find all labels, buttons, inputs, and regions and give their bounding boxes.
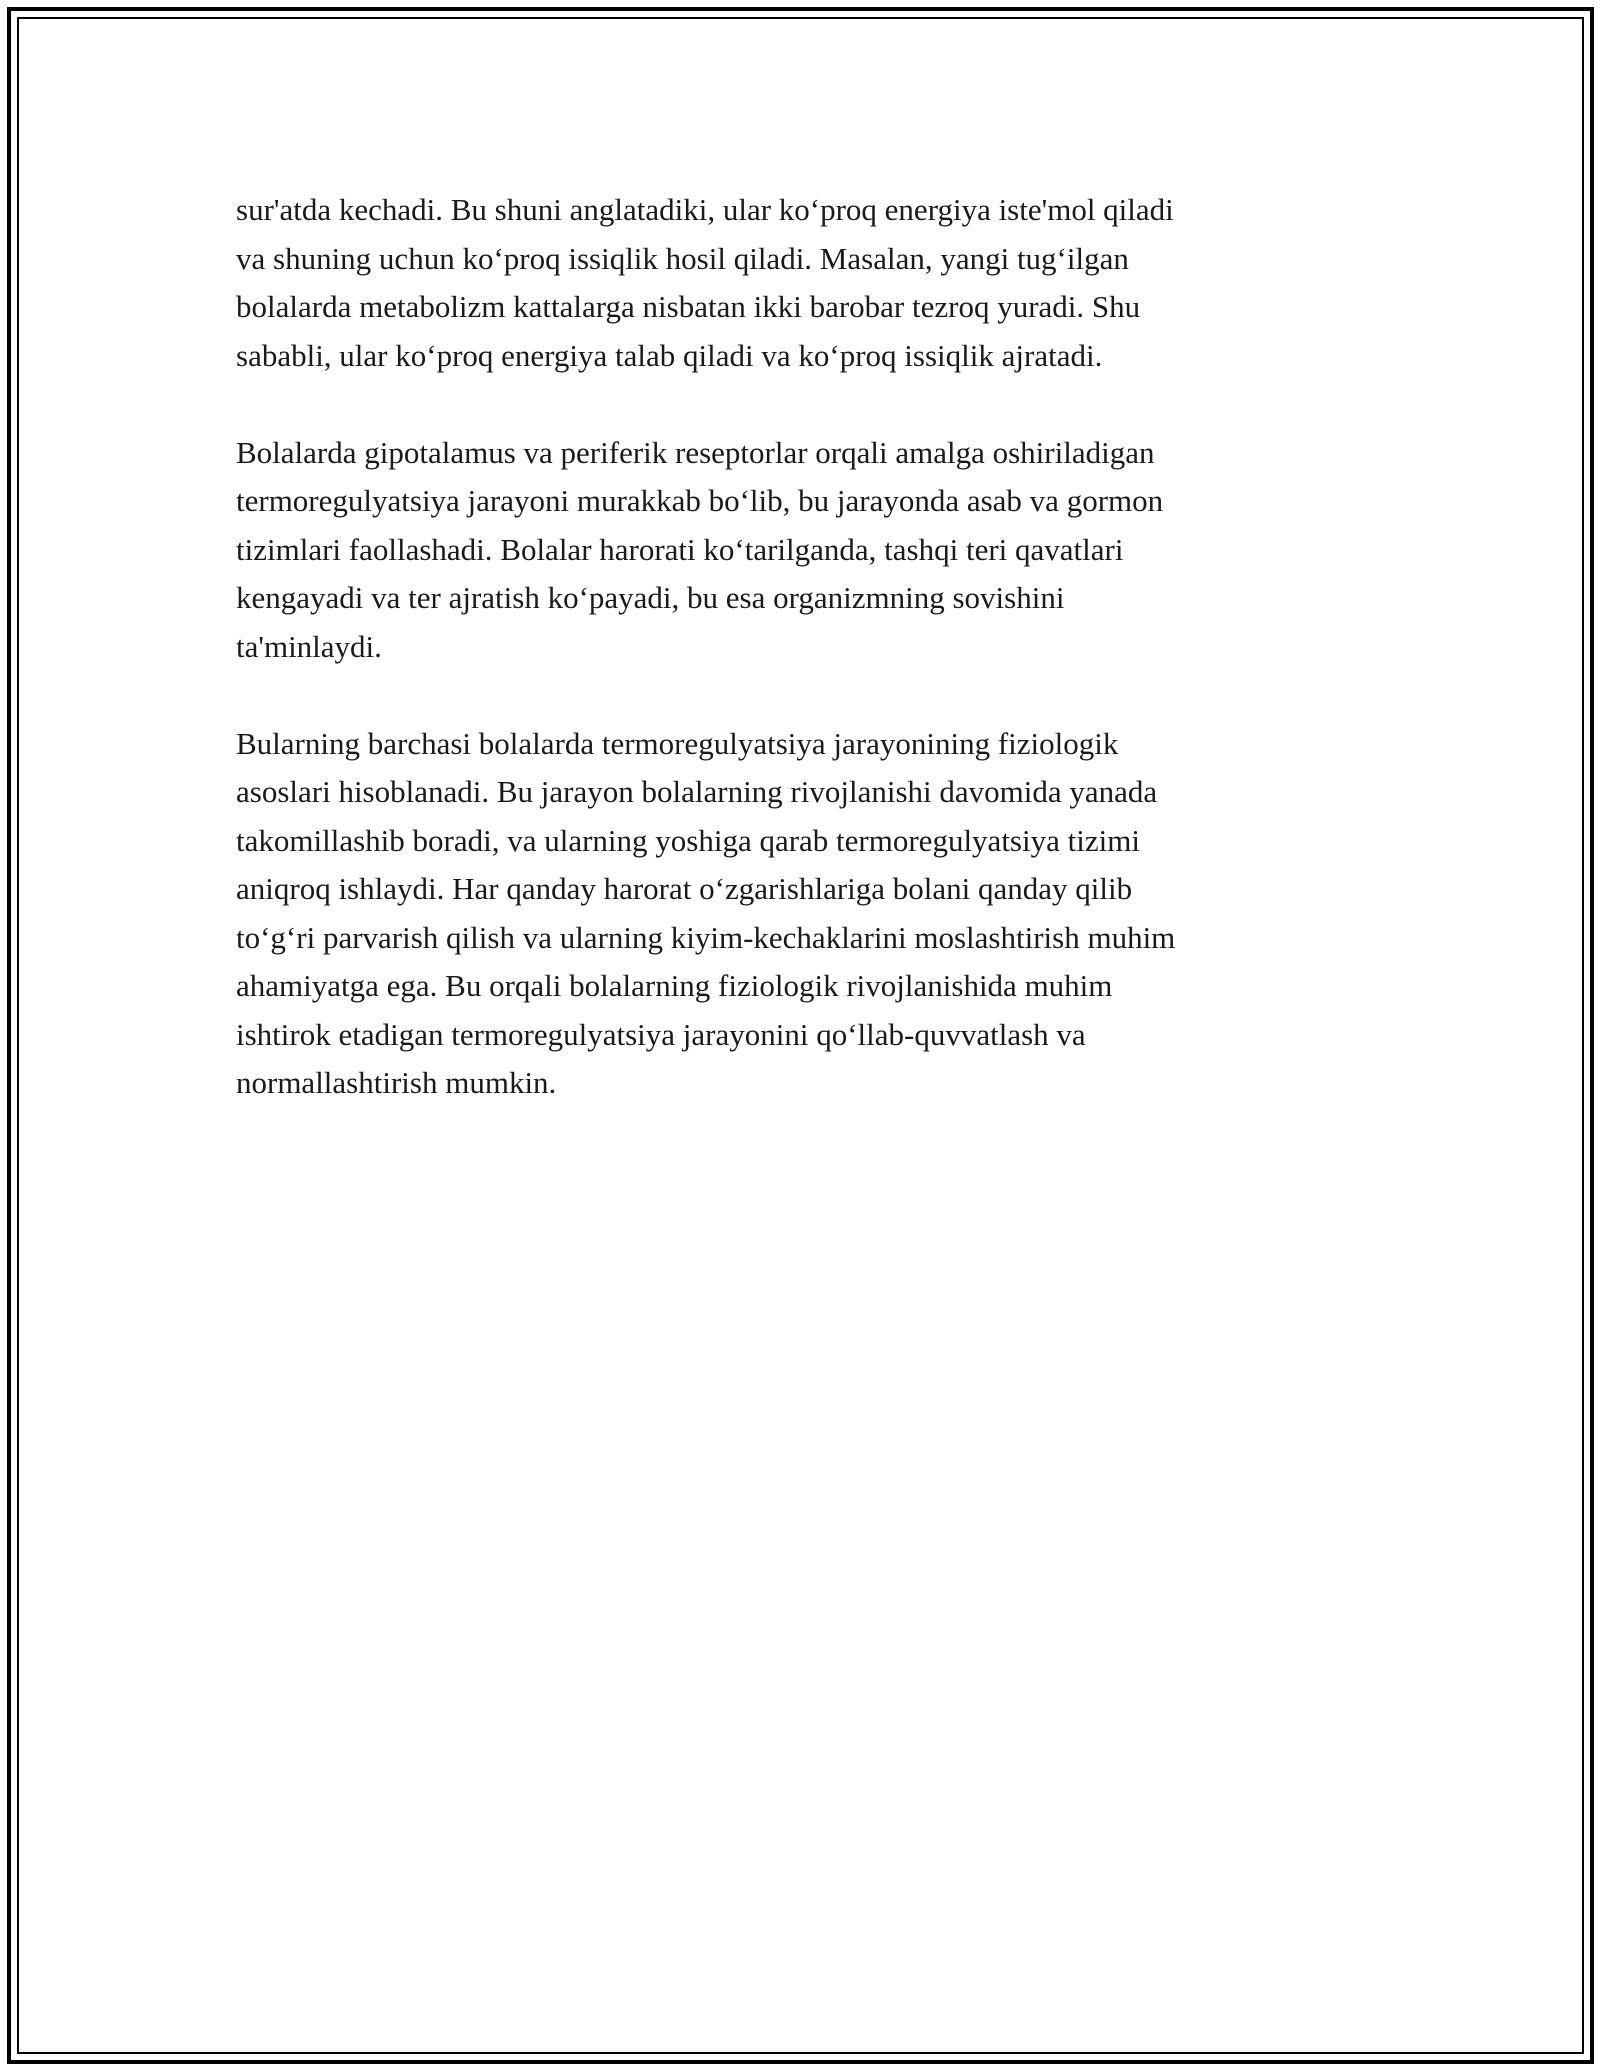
text-line: ta'minlaydi. [236,628,382,664]
paragraph-1 [236,186,1356,380]
text-line: ishtirok etadigan termoregulyatsiya jarayonini qo‘llab-quvvatlash va [236,1016,1086,1052]
text-line: va shuning uchun ko‘proq issiqlik hosil qiladi. Masalan, yangi tug‘ilgan [236,240,1129,276]
paragraph-2 [236,429,1356,672]
text-line: Bularning barchasi bolalarda termoregulyatsiya jarayonining fiziologik [236,725,1119,761]
text-line: takomillashib boradi, va ularning yoshiga qarab termoregulyatsiya tizimi [236,822,1140,858]
text-line: termoregulyatsiya jarayoni murakkab bo‘lib, bu jarayonda asab va gormon [236,483,1164,518]
text-line: tizimlari faollashadi. Bolalar harorati ko‘tarilganda, tashqi teri qavatlari [236,531,1124,567]
text-line: Bolalarda gipotalamus va periferik reseptorlar orqali amalga oshiriladigan [236,434,1155,470]
text-line: normallashtirish mumkin. [236,1065,557,1100]
text-line: sur'atda kechadi. Bu shuni anglatadiki, ular ko‘proq energiya iste'mol qiladi [236,192,1174,227]
text-line: to‘g‘ri parvarish qilish va ularning kiyim-kechaklarini moslashtirish muhim [236,919,1176,955]
paragraph-3 [236,720,1356,1108]
text-line: kengayadi va ter ajratish ko‘payadi, bu esa organizmning sovishini [236,580,1065,615]
text-line: aniqroq ishlaydi. Har qanday harorat o‘zgarishlariga bolani qanday qilib [236,871,1133,906]
document-body [236,186,1356,1108]
text-line: asoslari hisoblanadi. Bu jarayon bolalarning rivojlanishi davomida yanada [236,774,1158,809]
text-line: sababli, ular ko‘proq energiya talab qiladi va ko‘proq issiqlik ajratadi. [236,337,1103,373]
text-line: ahamiyatga ega. Bu orqali bolalarning fiziologik rivojlanishida muhim [236,968,1113,1003]
text-line: bolalarda metabolizm kattalarga nisbatan ikki barobar tezroq yuradi. Shu [236,289,1141,324]
